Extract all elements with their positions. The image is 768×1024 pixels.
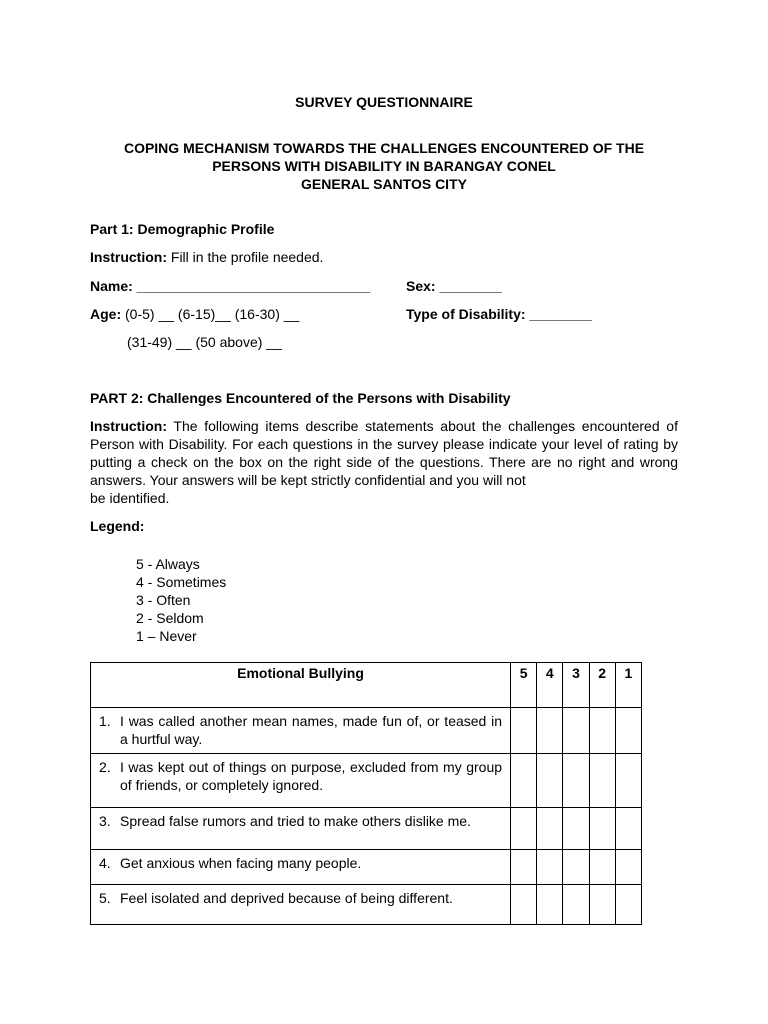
part2-instruction-text: The following items describe statements about the challenges encountered of Person with Disability. For each questions in the survey please indicate your level of rating by putting a check on the box on the right side of the questions. There are no right and wrong answers. Your answers will be kept strictly confidential and you will not xyxy=(90,418,678,488)
rating-box-3[interactable] xyxy=(563,708,589,754)
main-title-line-1: COPING MECHANISM TOWARDS THE CHALLENGES ENCOUNTERED OF THE xyxy=(123,140,645,156)
table-header-row xyxy=(91,663,642,708)
rating-table xyxy=(90,662,642,925)
rating-box-3[interactable] xyxy=(563,808,589,850)
main-title-line-3: GENERAL SANTOS CITY xyxy=(301,176,467,192)
rating-box-2[interactable] xyxy=(589,850,615,885)
main-title-line-2: PERSONS WITH DISABILITY IN BARANGAY CONEL xyxy=(212,158,556,174)
question-cell xyxy=(91,850,511,885)
legend-item: 3 - Often xyxy=(136,592,191,608)
table-row xyxy=(91,754,642,808)
rating-box-2[interactable] xyxy=(589,754,615,808)
rating-box-4[interactable] xyxy=(537,850,563,885)
rating-box-1[interactable] xyxy=(615,708,641,754)
part2-instruction xyxy=(90,417,678,507)
legend-list xyxy=(136,555,226,645)
rating-box-1[interactable] xyxy=(615,754,641,808)
question-text: Get anxious when facing many people. xyxy=(120,855,362,871)
table-row xyxy=(91,850,642,885)
question-number: 5. xyxy=(99,890,111,906)
category-header: Emotional Bullying xyxy=(91,663,511,708)
part2-heading: PART 2: Challenges Encountered of the Persons with Disability xyxy=(90,390,511,406)
legend-item: 1 – Never xyxy=(136,628,197,644)
rating-box-5[interactable] xyxy=(511,708,537,754)
age-field xyxy=(90,306,299,322)
part2-instruction-last-line: be identified. xyxy=(90,490,170,506)
legend-label: Legend: xyxy=(90,518,145,534)
question-number: 2. xyxy=(99,759,111,775)
rating-header-1: 1 xyxy=(615,663,641,708)
name-label: Name: xyxy=(90,278,133,294)
legend-item: 4 - Sometimes xyxy=(136,574,227,590)
part1-instruction xyxy=(90,249,323,265)
part1-instruction-text: Fill in the profile needed. xyxy=(167,249,324,265)
legend-item: 5 - Always xyxy=(136,556,200,572)
rating-box-4[interactable] xyxy=(537,885,563,925)
disability-blank: ________ xyxy=(525,306,592,322)
age-options-line-1: (0-5) __ (6-15)__ (16-30) __ xyxy=(121,306,300,322)
question-text: I was called another mean names, made fun of, or teased in a hurtful way. xyxy=(120,713,503,747)
part2-instruction-label: Instruction: xyxy=(90,418,167,434)
question-number: 3. xyxy=(99,813,111,829)
rating-header-2: 2 xyxy=(589,663,615,708)
rating-box-4[interactable] xyxy=(537,708,563,754)
table-row xyxy=(91,885,642,925)
rating-box-4[interactable] xyxy=(537,754,563,808)
part1-heading: Part 1: Demographic Profile xyxy=(90,221,275,237)
question-text: Feel isolated and deprived because of being different. xyxy=(120,890,453,906)
rating-box-1[interactable] xyxy=(615,850,641,885)
sex-blank: ________ xyxy=(435,278,502,294)
rating-box-1[interactable] xyxy=(615,808,641,850)
rating-box-3[interactable] xyxy=(563,885,589,925)
age-options-line-2: (31-49) __ (50 above) __ xyxy=(127,334,282,350)
rating-box-2[interactable] xyxy=(589,708,615,754)
question-cell xyxy=(91,754,511,808)
rating-box-2[interactable] xyxy=(589,808,615,850)
legend-item: 2 - Seldom xyxy=(136,610,204,626)
rating-box-5[interactable] xyxy=(511,885,537,925)
part1-instruction-label: Instruction: xyxy=(90,249,167,265)
rating-header-4: 4 xyxy=(537,663,563,708)
main-title xyxy=(90,139,678,193)
question-number: 4. xyxy=(99,855,111,871)
question-number: 1. xyxy=(99,713,111,729)
rating-box-5[interactable] xyxy=(511,808,537,850)
question-cell xyxy=(91,808,511,850)
name-field xyxy=(90,278,370,294)
sex-field xyxy=(406,278,502,294)
rating-box-1[interactable] xyxy=(615,885,641,925)
disability-label: Type of Disability: xyxy=(406,306,526,322)
sex-label: Sex: xyxy=(406,278,436,294)
question-cell xyxy=(91,885,511,925)
age-label: Age: xyxy=(90,306,122,322)
rating-header-5: 5 xyxy=(511,663,537,708)
survey-title: SURVEY QUESTIONNAIRE xyxy=(295,94,473,110)
rating-box-2[interactable] xyxy=(589,885,615,925)
question-text: Spread false rumors and tried to make others dislike me. xyxy=(120,813,471,829)
table-row xyxy=(91,808,642,850)
rating-header-3: 3 xyxy=(563,663,589,708)
rating-box-5[interactable] xyxy=(511,754,537,808)
question-cell xyxy=(91,708,511,754)
question-text: I was kept out of things on purpose, excluded from my group of friends, or completely ignored. xyxy=(120,759,503,793)
rating-box-4[interactable] xyxy=(537,808,563,850)
disability-field xyxy=(406,306,592,322)
table-row xyxy=(91,708,642,754)
rating-box-3[interactable] xyxy=(563,754,589,808)
name-blank: ______________________________ xyxy=(132,278,371,294)
rating-box-5[interactable] xyxy=(511,850,537,885)
rating-box-3[interactable] xyxy=(563,850,589,885)
